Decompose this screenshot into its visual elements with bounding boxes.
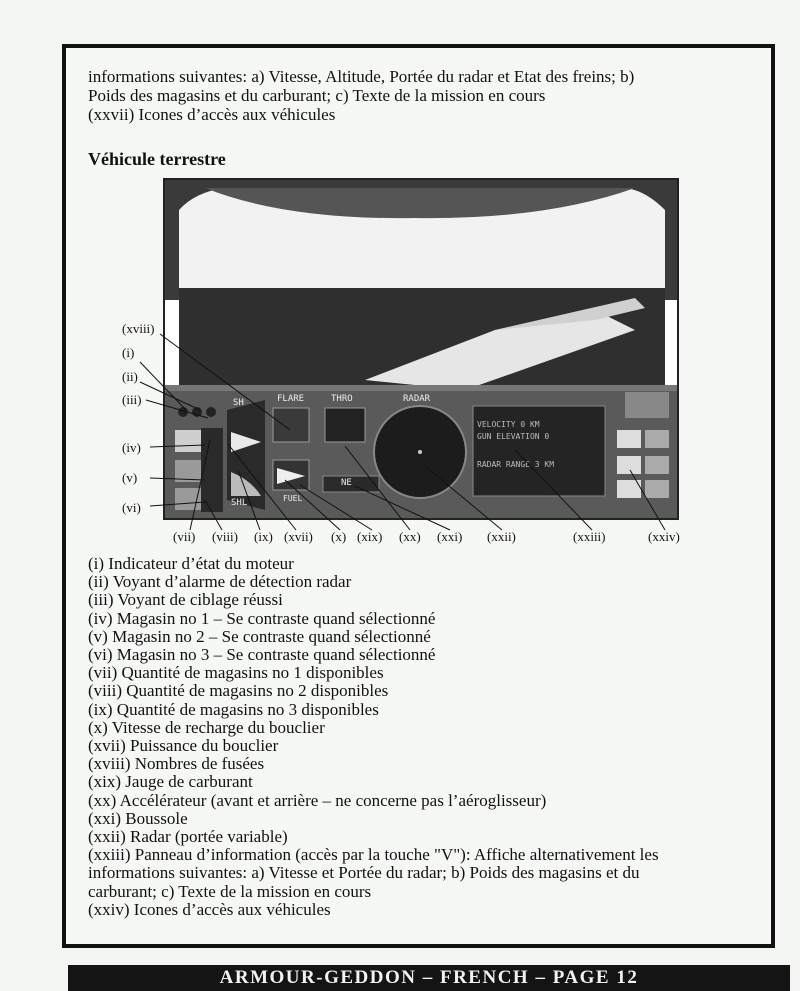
engine-indicator-icon <box>178 407 188 417</box>
callout-label: (i) <box>122 345 135 360</box>
page-footer: ARMOUR-GEDDON – FRENCH – PAGE 12 <box>68 965 790 991</box>
compass-label: NE <box>341 478 352 488</box>
legend-item: (xx) Accélérateur (avant et arrière – ne concerne pas l’aéroglisseur) <box>88 790 547 810</box>
legend-item: (iv) Magasin no 1 – Se contraste quand sélectionné <box>88 608 436 628</box>
callout-label: (xviii) <box>122 321 155 336</box>
callout-label: (ii) <box>122 369 138 384</box>
callout-label: (xix) <box>357 529 383 544</box>
info-line: RADAR RANGE 3 KM <box>477 460 555 469</box>
vehicle-icon <box>617 430 641 448</box>
legend-item: (iii) Voyant de ciblage réussi <box>88 590 283 610</box>
magazine-3-icon <box>175 488 205 510</box>
section-heading: Véhicule terrestre <box>88 149 226 169</box>
legend-item: (vi) Magasin no 3 – Se contraste quand sélectionné <box>88 645 436 665</box>
legend-item: (xix) Jauge de carburant <box>88 772 253 792</box>
shield-bottom-label: SHL <box>231 498 248 508</box>
callout-label: (xxii) <box>487 529 516 544</box>
info-line: GUN ELEVATION 0 <box>477 432 550 441</box>
legend-item: (xxiii) Panneau d’information (accès par la touche "V"): Affiche alternativement les <box>88 845 659 865</box>
callout-label: (viii) <box>212 529 238 544</box>
vehicle-icon <box>617 456 641 474</box>
legend-item: (xxii) Radar (portée variable) <box>88 827 288 847</box>
legend-item: (ii) Voyant d’alarme de détection radar <box>88 572 352 592</box>
callout-label: (iv) <box>122 440 141 455</box>
legend-item: (ix) Quantité de magasins no 3 disponibles <box>88 699 379 719</box>
legend-item: (vii) Quantité de magasins no 1 disponibles <box>88 663 384 683</box>
callout-label: (xxiv) <box>648 529 680 544</box>
info-line: VELOCITY 0 KM <box>477 420 540 429</box>
magazine-1-icon <box>175 430 205 452</box>
callout-label: (vi) <box>122 500 141 515</box>
legend-item: (xxiv) Icones d’accès aux véhicules <box>88 899 331 919</box>
callout-label: (xx) <box>399 529 421 544</box>
vehicle-icon <box>617 480 641 498</box>
legend-list <box>88 555 758 919</box>
vehicle-icon <box>645 456 669 474</box>
radar-label: RADAR <box>403 394 431 404</box>
intro-text <box>88 67 758 124</box>
shield-top-label: SH <box>233 398 244 408</box>
cockpit-illustration <box>165 180 677 518</box>
callout-label: (iii) <box>122 392 142 407</box>
legend-item: (v) Magasin no 2 – Se contraste quand sélectionné <box>88 626 431 646</box>
legend-item: informations suivantes: a) Vitesse et Portée du radar; b) Poids des magasins et du <box>88 863 640 883</box>
legend-item: (viii) Quantité de magasins no 2 disponibles <box>88 681 389 701</box>
legend-item: carburant; c) Texte de la mission en cours <box>88 881 372 901</box>
intro-line: (xxvii) Icones d’accès aux véhicules <box>88 105 336 124</box>
game-screenshot <box>163 178 679 520</box>
legend-item: (xxi) Boussole <box>88 808 188 828</box>
intro-line: informations suivantes: a) Vitesse, Altitude, Portée du radar et Etat des freins; b) <box>88 67 635 86</box>
callout-label: (xxi) <box>437 529 463 544</box>
callout-label: (xvii) <box>284 529 313 544</box>
callout-label: (v) <box>122 470 138 485</box>
thro-label: THRO <box>331 394 353 404</box>
flare-label: FLARE <box>277 394 305 404</box>
callout-label: (ix) <box>254 529 273 544</box>
vehicle-icon <box>645 430 669 448</box>
callout-label: (vii) <box>173 529 196 544</box>
target-lock-icon <box>206 407 216 417</box>
legend-item: (xvii) Puissance du bouclier <box>88 736 279 756</box>
intro-line: Poids des magasins et du carburant; c) Texte de la mission en cours <box>88 86 546 105</box>
magazine-2-icon <box>175 460 205 482</box>
radar-alarm-icon <box>192 407 202 417</box>
callout-label: (xxiii) <box>573 529 606 544</box>
vehicle-icon <box>645 480 669 498</box>
legend-item: (xviii) Nombres de fusées <box>88 754 265 774</box>
legend-item: (i) Indicateur d’état du moteur <box>88 554 294 573</box>
fuel-label: FUEL <box>283 494 303 503</box>
callout-label: (x) <box>331 529 347 544</box>
legend-item: (x) Vitesse de recharge du bouclier <box>88 717 325 737</box>
